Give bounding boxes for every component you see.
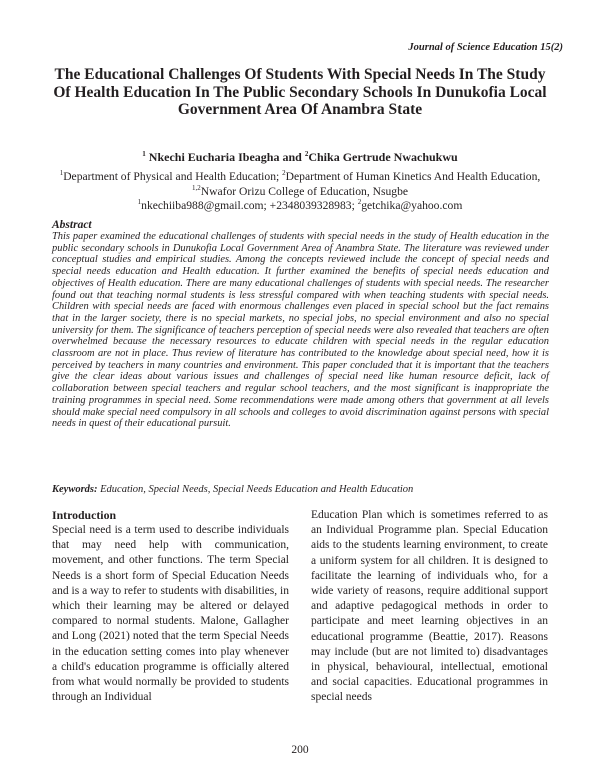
affiliation-dept-1: Department of Physical and Health Education; <box>63 169 280 183</box>
author2-sup: 2 <box>304 150 309 158</box>
abstract-text: This paper examined the educational challenges of students with special needs in the study of Health education in the public secondary schools in Dunukofia Local Government Area of Anambra State. The literature was reviewed under conceptual studies and empirical studies. Among the concepts reviewed include the concept of special needs and special needs education and Health education. It further examined the benefits of special needs education and objectives of Health education. There are many educational challenges of students with special needs. The researcher found out that teaching normal students is less stressful compared with when teaching students with special needs. Children with special needs are faced with enormous challenges even placed in special school but the fact remains that in the larger society, there is no special markets, no special jobs, no special environment and also no special university for them. The significance of teachers perception of special needs were also revealed that teachers are often overwhelmed because the necessary resources to educate children with special needs in the regular education classroom are not in place. Thus review of literature has contributed to the knowledge about special need, how it is perceived by teachers in many countries and environment. This paper concluded that it is important that the teachers give the clear ideas about various issues and challenges of special need like human resource deficit, lack of collaboration between special teachers and regular school teachers, and the most significant is inappropriate the training programmes in special need. Some recommendations were made among others that government at all levels should make special need compulsory in all schools and colleges to avoid discrimination against persons with special needs in quest of their educational pursuit. <box>52 231 549 430</box>
author-line <box>40 150 560 165</box>
affiliation-college: Nwafor Orizu College of Education, Nsugbe <box>200 184 409 198</box>
affil-sup: 1 <box>137 198 142 206</box>
contact-author2: getchika@yahoo.com <box>361 198 463 212</box>
right-column <box>311 508 548 706</box>
keywords-text: Education, Special Needs, Special Needs Education and Health Education <box>100 484 414 495</box>
abstract-heading: Abstract <box>52 219 92 231</box>
keywords-label: Keywords: <box>52 484 98 495</box>
contact-author1: nkechiiba988@gmail.com; +2348039328983; <box>141 198 355 212</box>
right-column-text: Education Plan which is sometimes referred to as an Individual Programme plan. Special Education aids to the students learning environment, to create a uniform system for all children. It is designed to facilitate the learning of individuals who, for a wide variety of reasons, require additional support and adaptive pedagogical methods in order to participate and meet learning objectives in an educational programme (Beattie, 2017). Reasons may include (but are not limited to) disadvantages in physical, behavioural, intellectual, emotional and social capacities. Educational programmes in special needs <box>311 509 548 704</box>
paper-title: The Educational Challenges Of Students With Special Needs In The Study Of Health Education In The Public Secondary Schools In Dunukofia Local Government Area Of Anambra State <box>53 66 547 118</box>
affiliation-dept-2: Department of Human Kinetics And Health Education, <box>285 169 541 183</box>
journal-header: Journal of Science Education 15(2) <box>408 42 563 53</box>
keywords-line <box>52 484 549 495</box>
author2-name: Chika Gertrude Nwachukwu <box>308 150 458 164</box>
affil-sup: 1 <box>59 169 64 177</box>
author1-sup: 1 <box>142 150 146 158</box>
affil-sup: 2 <box>357 198 362 206</box>
affiliation-contacts <box>40 195 560 213</box>
author-conjunction: and <box>282 150 302 164</box>
page-number: 200 <box>291 744 309 756</box>
left-column-text: Special need is a term used to describe individuals that may need help with communication, movement, and other functions. The term Special Needs is a short form of Special Education Needs and is a way to refer to students with disabilities, in which their learning may be altered or delayed compared to normal students. Malone, Gallagher and Long (2021) noted that the term Special Needs in the education setting comes into play whenever a child's education programme is officially altered from what would normally be provided to students through an Individual <box>52 524 289 704</box>
affil-sup: 2 <box>282 169 286 177</box>
affil-sup: 1,2 <box>191 184 201 192</box>
left-column <box>52 508 289 705</box>
introduction-heading: Introduction <box>52 508 117 522</box>
author1-name: Nkechi Eucharia Ibeagha <box>148 150 280 164</box>
